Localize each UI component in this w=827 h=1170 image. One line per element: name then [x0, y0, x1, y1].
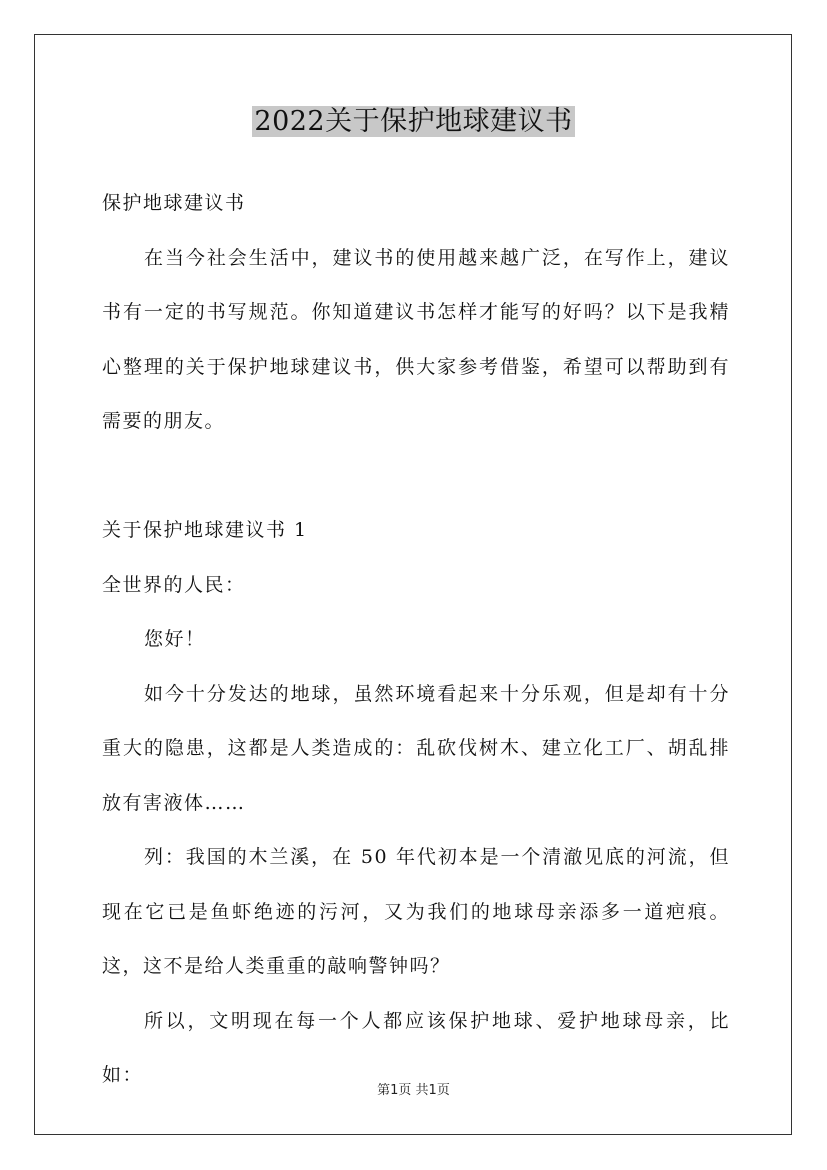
page-number: 第1页 共1页 — [377, 1083, 450, 1098]
body-paragraph-3: 所以，文明现在每一个人都应该保护地球、爱护地球母亲，比如： — [102, 1009, 730, 1086]
paragraph-spacer — [102, 449, 730, 504]
document-title-text: 2022关于保护地球建议书 — [254, 106, 573, 137]
document-subtitle: 保护地球建议书 — [102, 192, 246, 214]
page-footer — [0, 1082, 827, 1100]
body-paragraph-2: 列：我国的木兰溪，在 50 年代初本是一个清澈见底的河流，但现在它已是鱼虾绝迹的污河，又为我们的地球母亲添多一道疤痕。这，这不是给人类重重的敲响警钟吗？ — [102, 846, 730, 977]
document-title — [0, 98, 827, 146]
section-heading: 关于保护地球建议书 1 — [102, 519, 308, 541]
salutation: 全世界的人民： — [102, 573, 246, 596]
document-body — [102, 176, 730, 1103]
intro-paragraph: 在当今社会生活中，建议书的使用越来越广泛，在写作上，建议书有一定的书写规范。你知道建议书怎样才能写的好吗？以下是我精心整理的关于保护地球建议书，供大家参考借鉴，希望可以帮助到有需要的朋友。 — [102, 246, 730, 432]
greeting: 您好！ — [144, 628, 206, 650]
body-paragraph-1: 如今十分发达的地球，虽然环境看起来十分乐观，但是却有十分重大的隐患，这都是人类造成的：乱砍伐树木、建立化工厂、胡乱排放有害液体…… — [102, 682, 730, 814]
